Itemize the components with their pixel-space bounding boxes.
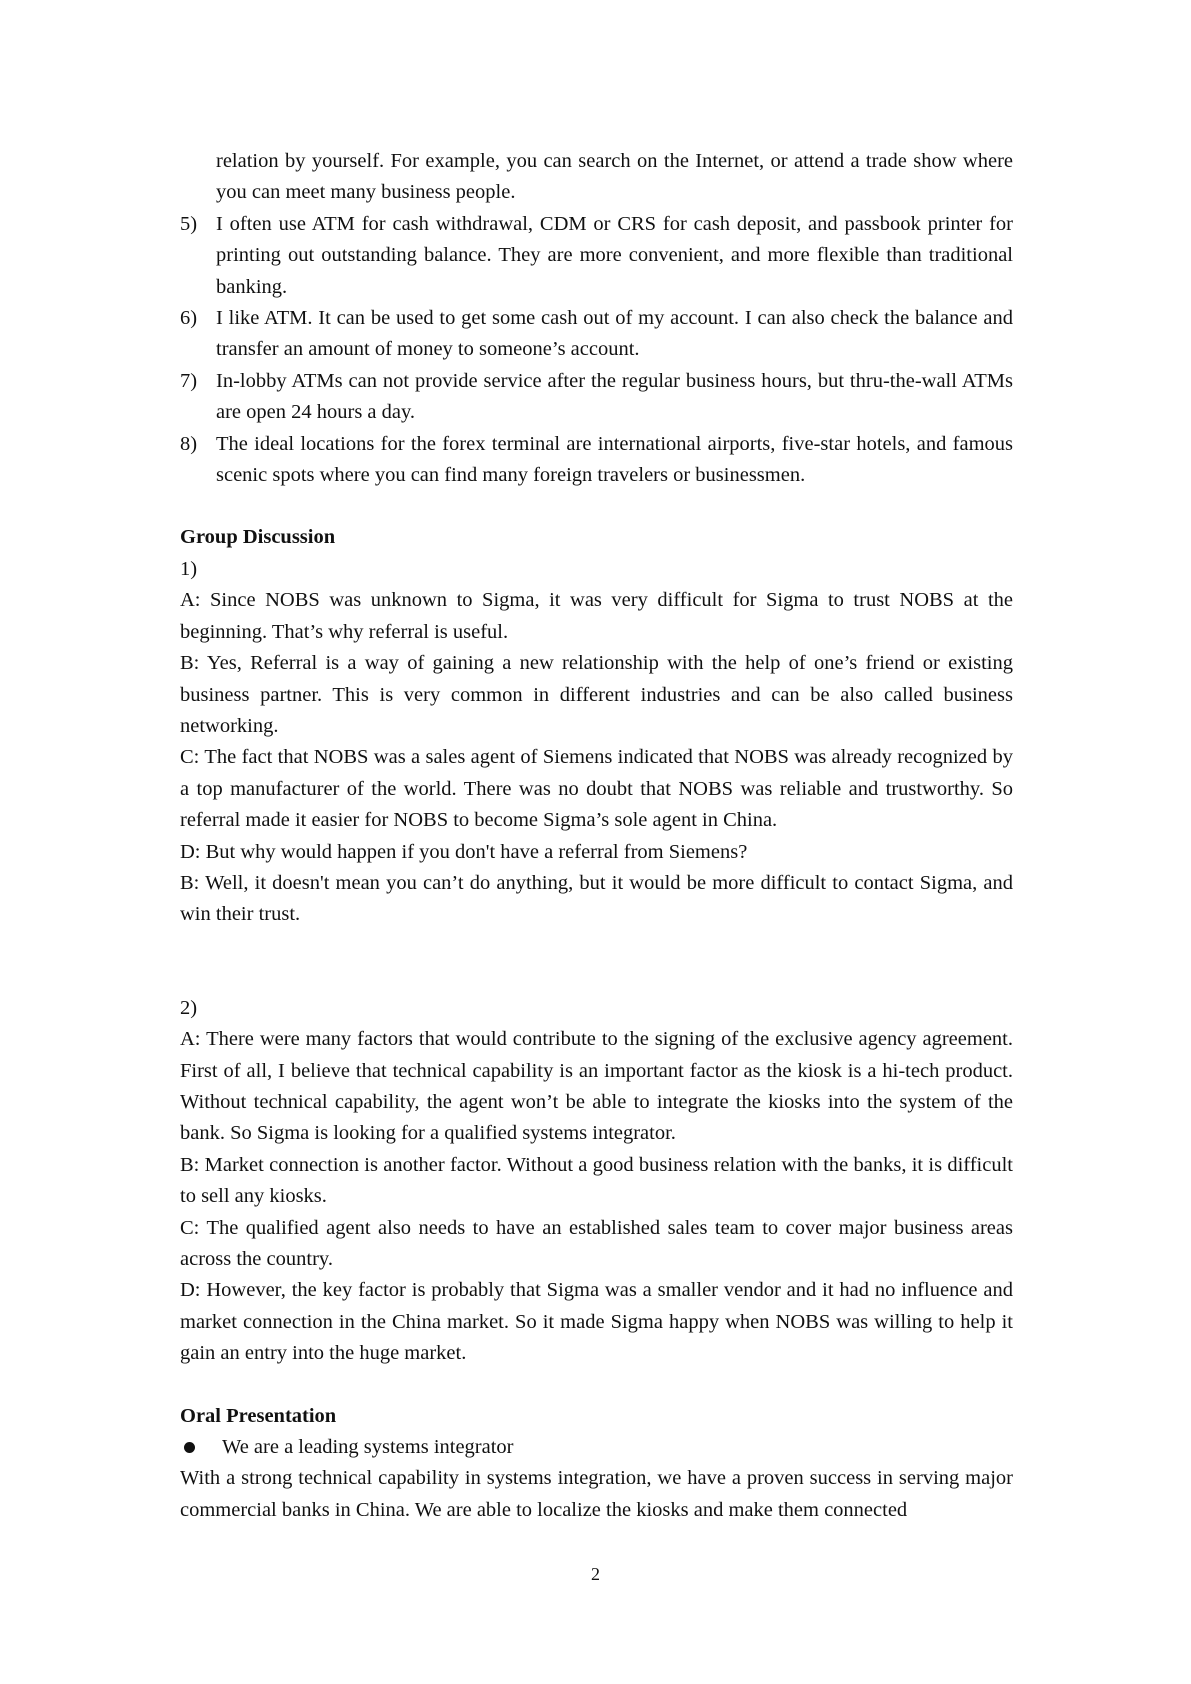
discussion-part-2-number: 2) (180, 996, 198, 1019)
dialogue-line: C: The fact that NOBS was a sales agent of Siemens indicated that NOBS was already recognized by a top manufacturer of the world. There was no doubt that NOBS was reliable and trustworthy. So referral made it easier for NOBS to become Sigma’s sole agent in China. (180, 746, 1013, 832)
spacer (180, 931, 1013, 993)
dialogue-line: B: Yes, Referral is a way of gaining a new relationship with the help of one’s friend or existing business partner. This is very common in different industries and can be also called business networking. (180, 652, 1013, 737)
answer-item (180, 366, 1013, 429)
dialogue-line: B: Market connection is another factor. Without a good business relation with the banks, it is difficult to sell any kiosks. (180, 1153, 1013, 1208)
oral-presentation-heading: Oral Presentation (180, 1404, 337, 1427)
answer-4-continuation: relation by yourself. For example, you can search on the Internet, or attend a trade show where you can meet many business people. (216, 150, 1013, 204)
answer-item (180, 303, 1013, 366)
answer-item (180, 429, 1013, 492)
bullet-text: We are a leading systems integrator (222, 1436, 514, 1459)
dialogue-line: C: The qualified agent also needs to have an established sales team to cover major business areas across the country. (180, 1216, 1013, 1270)
answer-number: 7) (180, 369, 198, 392)
group-discussion-heading: Group Discussion (180, 526, 336, 549)
spacer (180, 491, 1013, 522)
answer-number: 5) (180, 212, 198, 235)
dialogue-line: A: Since NOBS was unknown to Sigma, it was very difficult for Sigma to trust NOBS at the beginning. That’s why referral is useful. (180, 589, 1013, 643)
answer-text: The ideal locations for the forex terminal are international airports, five-star hotels, and famous scenic spots where you can find many foreign travelers or businessmen. (216, 432, 1013, 487)
dialogue-line: B: Well, it doesn't mean you can’t do anything, but it would be more difficult to contact Sigma, and win their trust. (180, 871, 1013, 926)
page-number: 2 (591, 1564, 600, 1584)
page-content (180, 146, 1013, 1526)
bullet-item (180, 1432, 1013, 1463)
answer-item (180, 209, 1013, 303)
answer-number: 6) (180, 307, 198, 330)
bullet-icon (184, 1442, 195, 1453)
dialogue-line: A: There were many factors that would contribute to the signing of the exclusive agency agreement. First of all, I believe that technical capability is an important factor as the kiosk is a hi-tech product. Without technical capability, the agent won’t be able to integrate the kiosks into the system of the bank. So Sigma is looking for a qualified systems integrator. (180, 1028, 1013, 1145)
spacer (180, 1370, 1013, 1401)
answer-number: 8) (180, 432, 198, 455)
presentation-body: With a strong technical capability in systems integration, we have a proven success in serving major commercial banks in China. We are able to localize the kiosks and make them connected (180, 1467, 1013, 1521)
answer-text: I often use ATM for cash withdrawal, CDM or CRS for cash deposit, and passbook printer for printing out outstanding balance. They are more convenient, and more flexible than traditional banking. (216, 212, 1013, 298)
discussion-part-1-number: 1) (180, 557, 198, 580)
answer-text: I like ATM. It can be used to get some cash out of my account. I can also check the balance and transfer an amount of money to someone’s account. (216, 307, 1013, 361)
answer-text: In-lobby ATMs can not provide service after the regular business hours, but thru-the-wall ATMs are open 24 hours a day. (216, 369, 1013, 424)
dialogue-line: D: But why would happen if you don't have a referral from Siemens? (180, 840, 748, 863)
dialogue-line: D: However, the key factor is probably that Sigma was a smaller vendor and it had no influence and market connection in the China market. So it made Sigma happy when NOBS was willing to help it gain an entry into the huge market. (180, 1279, 1013, 1365)
